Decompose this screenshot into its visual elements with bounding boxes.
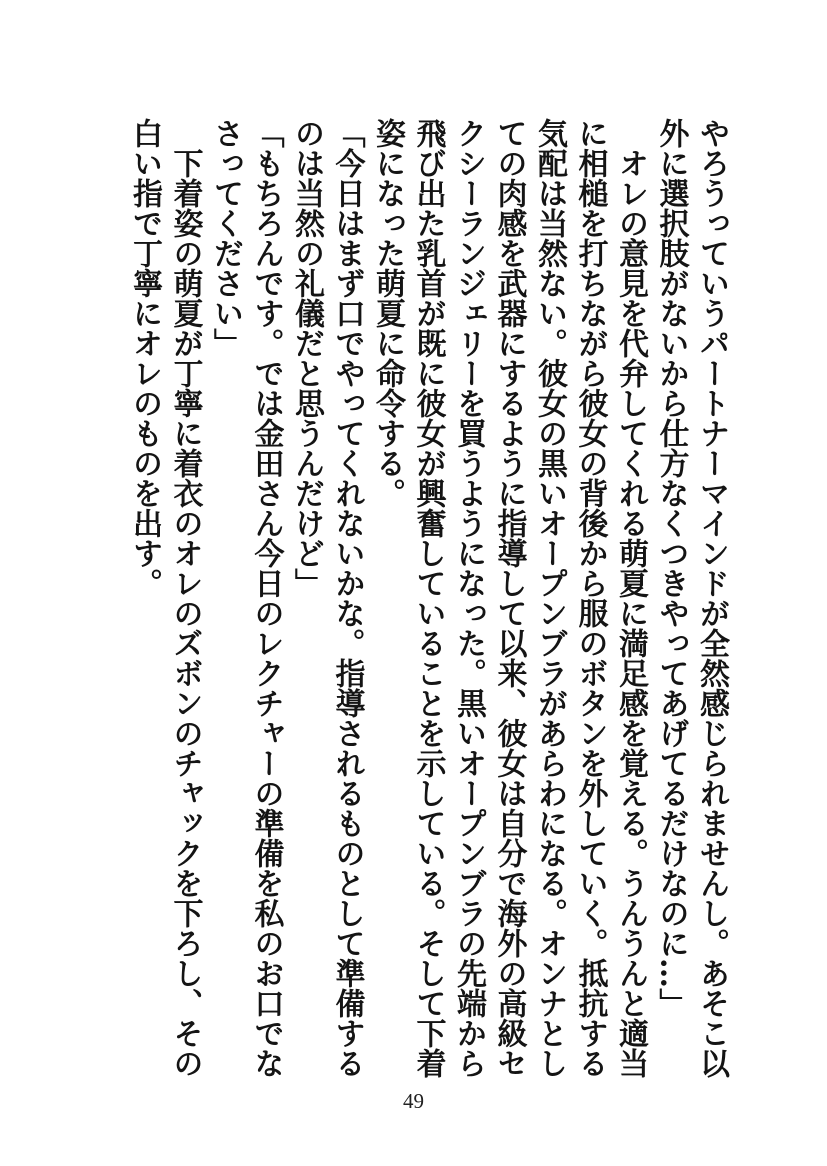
body-text	[124, 118, 732, 1078]
paragraph-2: オレの意見を代弁してくれる萌夏に満足感を覚える。うんうんと適当に相槌を打ちながら彼女の背後から服のボタンを外していく。抵抗する気配は当然ない。彼女の黒いオープンブラがあらわになる。オンナとしての肉感を武器にするように指導して以来、彼女は自分で海外の高級セクシーランジェリーを買うようになった。黒いオープンブラの先端から飛び出た乳首が既に彼女が興奮していることを示している。そして下着姿になった萌夏に命令する。	[370, 118, 648, 1078]
paragraph-1: やろうっていうパートナーマインドが全然感じられませんし。あそこ以外に選択肢がないから仕方なくつきやってあげてるだけなのに…」	[653, 118, 729, 1078]
page-number: 49	[403, 1089, 424, 1113]
paragraph-4: 「もちろんです。では金田さん今日のレクチャーの準備を私のお口でなさってください」	[208, 118, 284, 1078]
paragraph-3: 「今日はまず口でやってくれないかな。指導されるものとして準備するのは当然の礼儀だと思うんだけど」	[289, 118, 365, 1078]
paragraph-5: 下着姿の萌夏が丁寧に着衣のオレのズボンのチャックを下ろし、その白い指で丁寧にオレのものを出す。	[127, 118, 203, 1078]
